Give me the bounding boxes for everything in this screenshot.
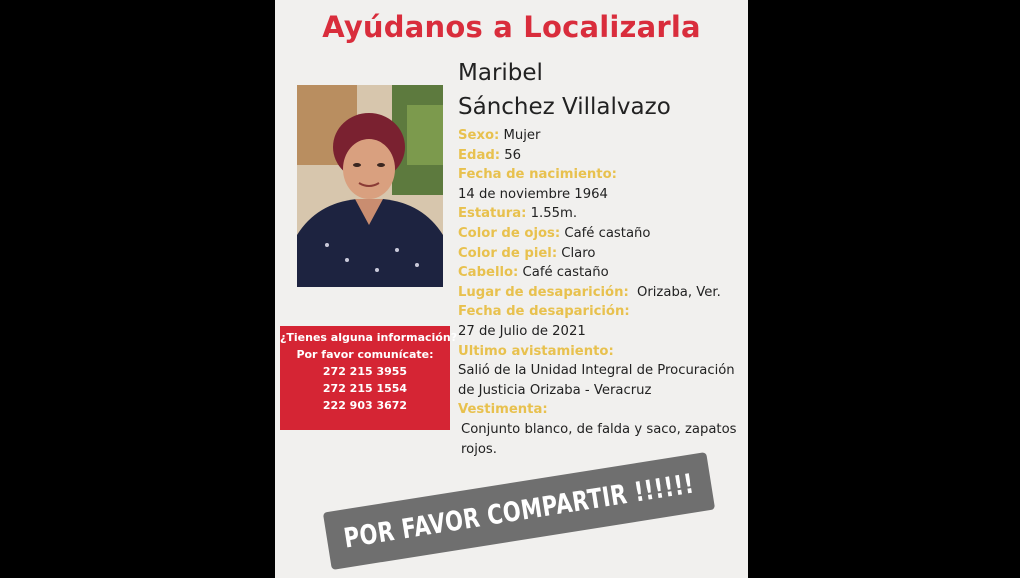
field-label: Cabello: (458, 265, 519, 281)
field-label: Color de piel: (458, 245, 558, 261)
field-label: Vestimenta: (458, 402, 548, 418)
field-label: Color de ojos: (458, 225, 561, 241)
person-photo-illustration (297, 85, 443, 287)
field-fecha-desaparicion-label (458, 302, 743, 322)
field-value: Café castaño (522, 265, 609, 281)
contact-phone[interactable]: 272 215 3955 (322, 365, 408, 378)
missing-person-poster (275, 0, 748, 578)
person-details (458, 126, 743, 459)
field-sexo (458, 126, 743, 146)
share-banner (323, 452, 715, 570)
field-label: Edad: (458, 147, 501, 163)
field-label: Lugar de desaparición: (458, 284, 629, 300)
field-vestimenta-label (458, 400, 743, 420)
field-value: Mujer (503, 128, 541, 143)
field-label: Fecha de desaparición: (458, 304, 630, 320)
contact-box (280, 326, 458, 430)
field-avistamiento-label (458, 342, 743, 362)
poster-title: Ayúdanos a Localizarla (322, 10, 701, 44)
field-avistamiento-value: Salió de la Unidad Integral de Procuración de Justicia Orizaba - Veracruz (458, 363, 735, 398)
field-edad (458, 146, 743, 166)
share-banner-text: POR FAVOR COMPARTIR !!!!!! (341, 467, 697, 554)
field-label: Estatura: (458, 206, 527, 222)
field-vestimenta-value: Conjunto blanco, de falda y saco, zapatos rojos. (461, 421, 737, 457)
field-label: Fecha de nacimiento: (458, 167, 617, 183)
field-label: Ultimo avistamiento: (458, 343, 614, 359)
field-lugar (458, 283, 743, 303)
field-nacimiento-label (458, 165, 743, 185)
contact-prompt: Por favor comunícate: (296, 348, 434, 361)
field-value: Orizaba, Ver. (636, 284, 721, 300)
field-value: Café castaño (564, 225, 651, 241)
contact-phone[interactable]: 222 903 3672 (322, 399, 408, 412)
field-estatura (458, 204, 743, 224)
field-nacimiento-value: 14 de noviembre 1964 (458, 186, 608, 202)
field-label: Sexo: (458, 128, 500, 143)
first-name: Maribel (458, 60, 543, 86)
field-value: 1.55m. (530, 206, 578, 222)
field-fecha-desaparicion-value: 27 de Julio de 2021 (458, 323, 586, 339)
contact-phone[interactable]: 272 215 1554 (322, 382, 408, 395)
field-value: Claro (561, 245, 596, 261)
field-piel (458, 244, 743, 264)
person-photo (297, 85, 443, 287)
field-ojos (458, 224, 743, 244)
field-cabello (458, 263, 743, 283)
contact-question: ¿Tienes alguna información? (280, 331, 458, 344)
field-value: 56 (504, 147, 522, 163)
last-name: Sánchez Villalvazo (458, 94, 671, 120)
